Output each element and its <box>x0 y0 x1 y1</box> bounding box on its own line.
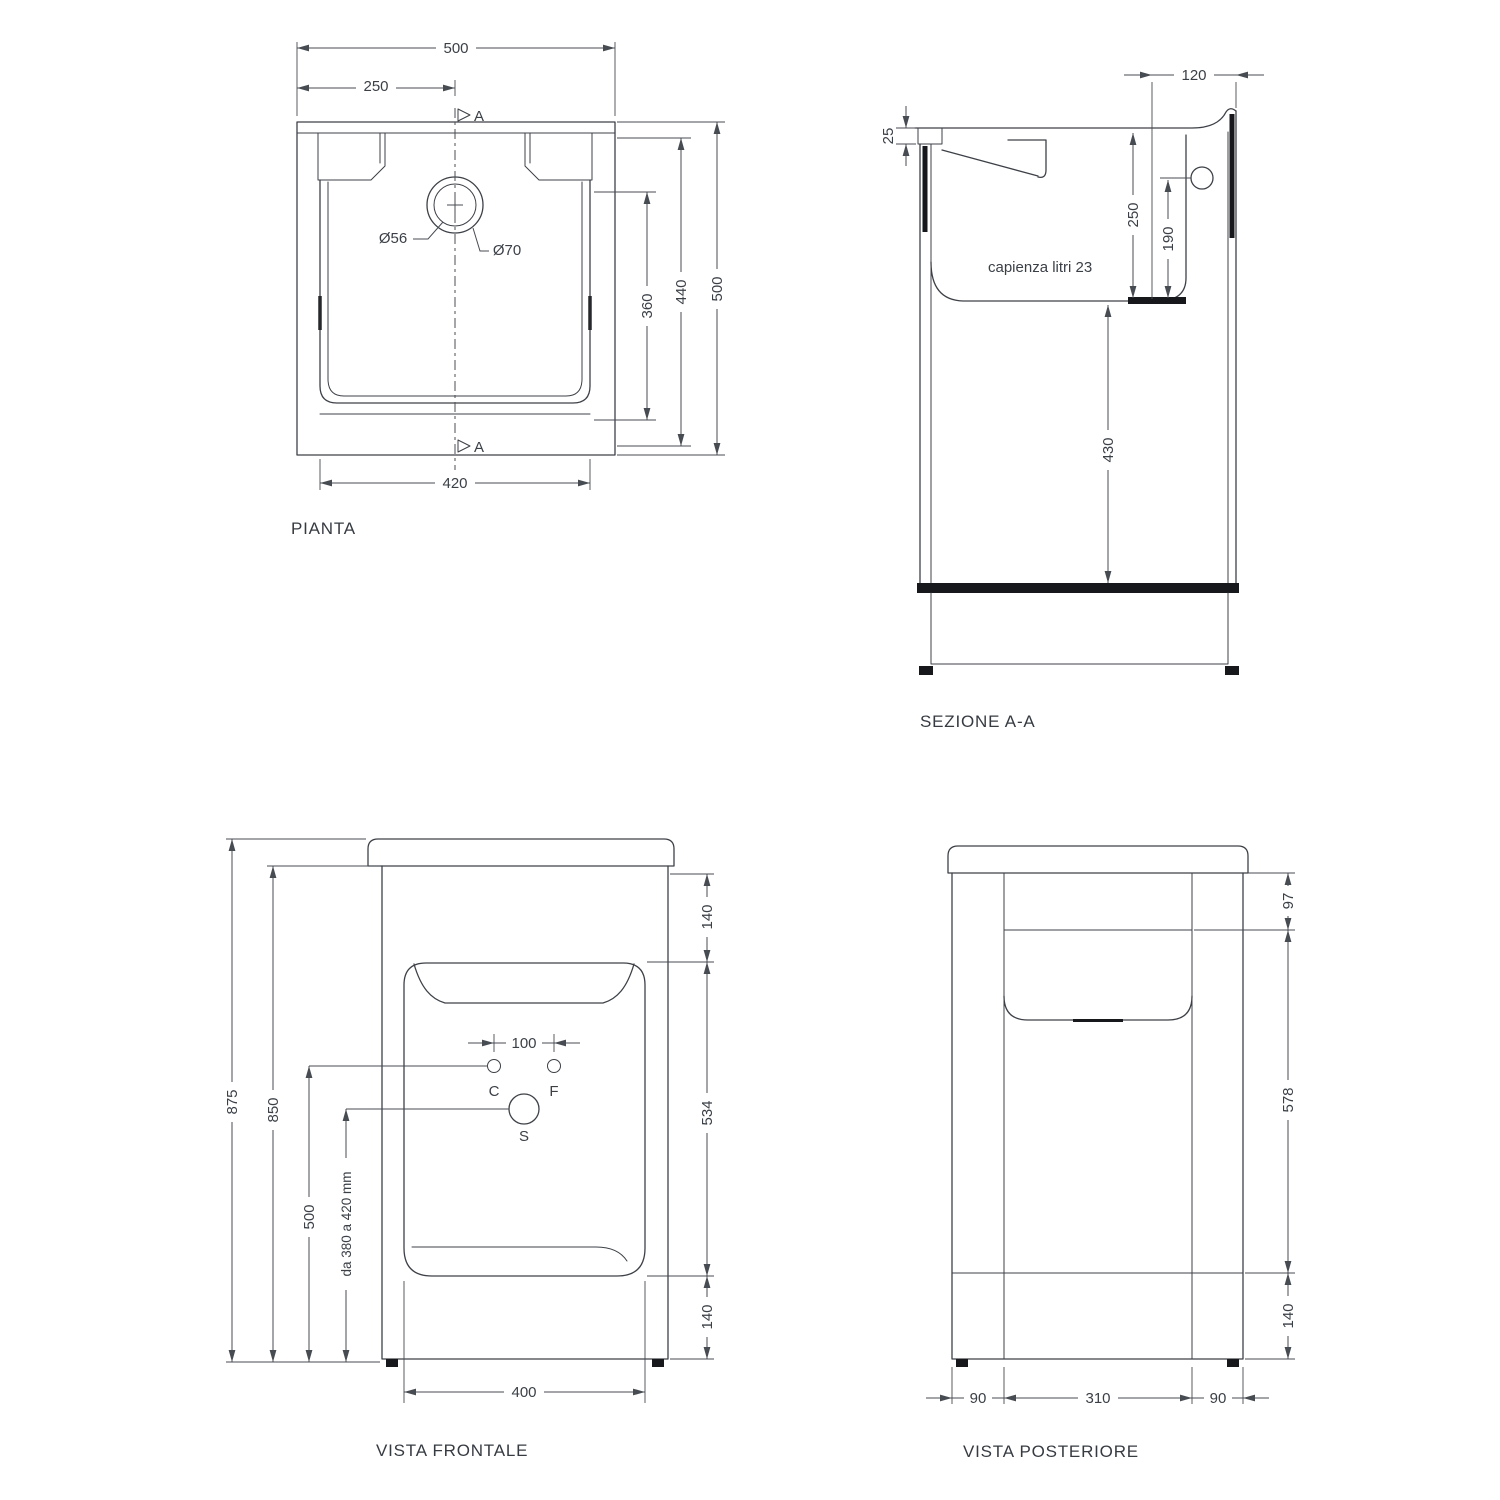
svg-text:190: 190 <box>1160 226 1177 252</box>
view-title-posteriore: VISTA POSTERIORE <box>963 1442 1139 1461</box>
washboard-slope <box>942 140 1046 177</box>
svg-text:500: 500 <box>709 276 726 302</box>
soap-tray-right <box>525 133 592 180</box>
foot-left <box>919 666 933 675</box>
svg-text:100: 100 <box>511 1035 537 1052</box>
dim-label-total-height <box>224 1082 241 1122</box>
view-title-frontale: VISTA FRONTALE <box>376 1441 529 1460</box>
dim-label-body-height <box>265 1090 282 1130</box>
dim-label-panel-height <box>1280 1080 1297 1120</box>
section-arrow-bottom-icon <box>458 440 470 452</box>
plan-body <box>297 108 615 470</box>
foot-right <box>1227 1359 1239 1367</box>
svg-text:310: 310 <box>1085 1390 1111 1407</box>
section-arrow-top-icon <box>458 109 470 121</box>
svg-text:500: 500 <box>443 40 469 57</box>
rear-stiles <box>1004 873 1192 1359</box>
dim-label-door-height <box>699 1093 716 1133</box>
plan-view <box>291 40 726 538</box>
front-body <box>368 839 674 1367</box>
dim-label-bottom-band <box>1280 1296 1297 1336</box>
svg-text:90: 90 <box>1209 1390 1227 1407</box>
svg-text:534: 534 <box>699 1100 716 1126</box>
dim-label-overall-depth <box>709 269 726 309</box>
dim-label-basin-width <box>435 475 475 492</box>
hole-label-cold: F <box>549 1083 559 1100</box>
dim-label-door-width <box>504 1384 544 1401</box>
dim-label-drain-range <box>338 1158 354 1290</box>
rear-cap <box>948 846 1248 873</box>
section-letter-top: A <box>474 108 485 125</box>
svg-text:430: 430 <box>1100 437 1117 463</box>
svg-text:875: 875 <box>224 1089 241 1115</box>
hole-label-drain: S <box>518 1128 530 1145</box>
svg-text:440: 440 <box>673 279 690 305</box>
dim-label-left-offset <box>964 1390 992 1407</box>
dim-label-basin-depth <box>1125 195 1142 235</box>
svg-text:400: 400 <box>511 1384 537 1401</box>
section-view <box>880 67 1264 731</box>
svg-text:850: 850 <box>265 1097 282 1123</box>
front-dimensions <box>224 839 716 1403</box>
counter-top-line <box>915 109 1236 128</box>
soap-tray-left <box>318 133 385 180</box>
svg-text:97: 97 <box>1280 892 1297 910</box>
dim-label-rim-thickness <box>880 121 897 151</box>
dim-label-tap-spacing <box>506 1035 542 1052</box>
rear-recess-bottom <box>1004 996 1192 1020</box>
front-door-panel <box>404 963 645 1276</box>
svg-text:90: 90 <box>969 1390 987 1407</box>
rear-drain-seat <box>1073 1019 1123 1022</box>
foot-right <box>1225 666 1239 675</box>
dim-label-tap-height <box>301 1197 318 1237</box>
leader-drain-hole <box>413 222 443 239</box>
svg-text:da 380 a 420 mm: da 380 a 420 mm <box>339 1171 354 1277</box>
front-cabinet <box>382 866 668 1359</box>
plan-outer-square <box>297 122 615 455</box>
svg-text:420: 420 <box>442 475 468 492</box>
front-view <box>224 839 716 1460</box>
cold-tap-hole <box>548 1060 561 1073</box>
foot-left <box>386 1359 398 1367</box>
plan-dimensions <box>297 40 726 492</box>
dim-label-basin-depth <box>639 286 656 326</box>
view-title-sezione: SEZIONE A-A <box>920 712 1036 731</box>
svg-text:140: 140 <box>699 904 716 930</box>
svg-text:360: 360 <box>639 293 656 319</box>
dim-label-rim-depth <box>673 272 690 312</box>
svg-text:140: 140 <box>699 1304 716 1330</box>
front-cap <box>368 839 674 866</box>
rear-body <box>948 846 1248 1367</box>
dim-label-top-band <box>1280 886 1297 916</box>
dim-label-top-band <box>699 897 716 937</box>
front-door-inner-edge <box>412 1247 627 1261</box>
dim-label-drain-flange: Ø70 <box>492 242 522 259</box>
foot-left <box>956 1359 968 1367</box>
dim-label-overall-width <box>436 40 476 57</box>
svg-text:250: 250 <box>363 78 389 95</box>
rear-view <box>926 846 1297 1461</box>
basin-front-opening <box>414 964 634 1003</box>
dim-label-drain-hole: Ø56 <box>378 230 408 247</box>
foot-right <box>652 1359 664 1367</box>
dim-label-bottom-band <box>699 1297 716 1337</box>
extension-lines <box>226 839 714 1403</box>
frame-cross-bar <box>917 583 1239 593</box>
dim-label-right-offset <box>1204 1390 1232 1407</box>
leader-drain-flange <box>473 228 489 251</box>
dim-label-overflow-height <box>1160 219 1177 259</box>
hole-label-hot: C <box>488 1083 500 1100</box>
svg-text:578: 578 <box>1280 1087 1297 1113</box>
rear-dimensions <box>926 873 1297 1407</box>
svg-text:500: 500 <box>301 1204 318 1230</box>
svg-text:140: 140 <box>1280 1303 1297 1329</box>
hot-tap-hole <box>488 1060 501 1073</box>
drain-outlet-hole <box>509 1094 539 1124</box>
dim-label-half-width <box>356 78 396 95</box>
section-body <box>915 109 1239 675</box>
view-title-pianta: PIANTA <box>291 519 356 538</box>
svg-text:250: 250 <box>1125 202 1142 228</box>
lower-frame <box>931 593 1228 664</box>
svg-text:120: 120 <box>1181 67 1207 84</box>
dim-label-rear-ledge <box>1174 67 1214 84</box>
section-letter-bottom: A <box>474 439 485 456</box>
basin-profile <box>931 135 1186 301</box>
extension-lines <box>297 42 725 490</box>
basin-drain-seat <box>1128 297 1186 304</box>
dim-label-center-width <box>1078 1390 1118 1407</box>
overflow-hole <box>1191 167 1213 189</box>
left-rim-edge <box>918 128 942 144</box>
capacity-note: capienza litri 23 <box>988 259 1093 276</box>
svg-text:25: 25 <box>880 127 897 145</box>
rear-cabinet <box>952 873 1243 1359</box>
dim-label-underframe-height <box>1100 430 1117 470</box>
